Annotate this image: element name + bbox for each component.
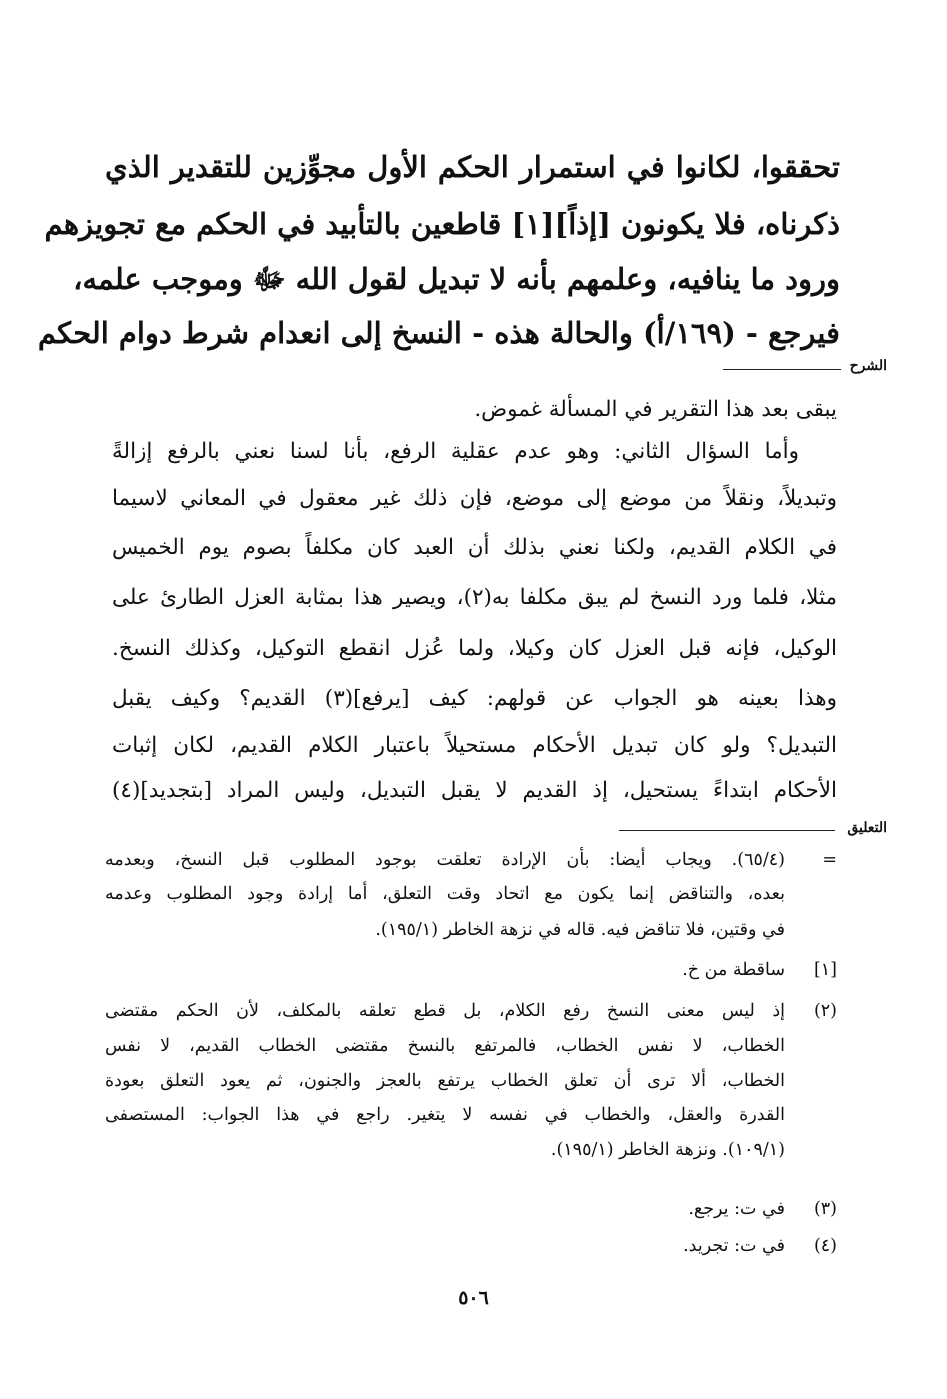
footnote-marker: (٢) bbox=[813, 1001, 837, 1021]
sharh-line: وأما السؤال الثاني: وهو عدم عقلية الرفع، بأنا لسنا نعني بالرفع إزالةً bbox=[112, 439, 799, 464]
footnote bbox=[102, 1236, 837, 1268]
sharh-line: التبديل؟ ولو كان تبديل الأحكام مستحيلاً باعتبار الكلام القديم، لكان إثبات bbox=[112, 733, 837, 758]
matn-line: ورود ما ينافيه، وعلمهم بأنه لا تبديل لقول الله ﷻ وموجب علمه، bbox=[73, 262, 840, 296]
footnote-line: في ت: تجريد. bbox=[683, 1236, 785, 1256]
sharh-separator bbox=[723, 369, 841, 370]
footnote-line: الخطاب، ألا ترى أن تعلق الخطاب يرتفع بالعجز والجنون، ثم يعود التعلق بعودة bbox=[105, 1071, 785, 1091]
sharh-line: وتبديلاً، ونقلاً من موضع إلى موضع، فإن ذلك غير معقول في المعاني لاسيما bbox=[112, 486, 837, 511]
footnote-marker: [١] bbox=[813, 960, 837, 980]
footnote-line: الخطاب، لا نفس الخطاب، فالمرتفع بالنسخ مقتضى الخطاب القديم، لا نفس bbox=[105, 1036, 785, 1056]
footnote-marker: (٣) bbox=[813, 1199, 837, 1219]
sharh-line: يبقى بعد هذا التقرير في المسألة غموض. bbox=[474, 397, 837, 422]
footnote-marker: (٤) bbox=[813, 1236, 837, 1256]
footnote bbox=[102, 960, 837, 992]
footnote bbox=[102, 850, 837, 950]
matn-line: ذكرناه، فلا يكونون [إذاً][١] قاطعين بالتأبيد في الحكم مع تجويزهم bbox=[44, 207, 840, 241]
footnote bbox=[102, 1199, 837, 1231]
sharh-label: الشرح bbox=[849, 358, 887, 374]
matn-line: فيرجع - (١٦٩/أ) والحالة هذه - النسخ إلى انعدام شرط دوام الحكم bbox=[37, 316, 840, 350]
footnote-line: في ت: يرجع. bbox=[688, 1199, 785, 1219]
sharh-line: الوكيل، فإنه قبل العزل كان وكيلا، ولما عُزل انقطع التوكيل، وكذلك النسخ. bbox=[112, 636, 837, 661]
footnote-line: في وقتين، فلا تناقض فيه. قاله في نزهة الخاطر (١٩٥/١). bbox=[375, 920, 785, 940]
matn-line: تحققوا، لكانوا في استمرار الحكم الأول مجوِّزين للتقدير الذي bbox=[105, 150, 840, 184]
footnote-line: (١٠٩/١). ونزهة الخاطر (١٩٥/١). bbox=[550, 1140, 785, 1160]
talik-label: التعليق bbox=[847, 820, 887, 836]
sharh-line: مثلا، فلما ورد النسخ لم يبق مكلفا به(٢)، ويصير هذا بمثابة العزل الطارئ على bbox=[112, 585, 837, 610]
footnote bbox=[102, 1001, 837, 1191]
footnote-line: (٦٥/٤). ويجاب أيضا: بأن الإرادة تعلقت بوجود المطلوب قبل النسخ، وبعدمه bbox=[105, 850, 785, 870]
sharh-line: الأحكام ابتداءً يستحيل، إذ القديم لا يقبل التبديل، وليس المراد [بتجديد](٤) bbox=[112, 778, 837, 803]
footnote-line: القدرة والعقل، والخطاب في نفسه لا يتغير. راجع في هذا الجواب: المستصفى bbox=[105, 1105, 785, 1125]
footnote-marker: = bbox=[822, 850, 837, 870]
page-number: ٥٠٦ bbox=[458, 1287, 489, 1309]
footnote-line: إذ ليس معنى النسخ رفع الكلام، بل قطع تعلقه بالمكلف، لأن الحكم مقتضى bbox=[105, 1001, 785, 1021]
footnote-line: ساقطة من خ. bbox=[682, 960, 785, 980]
sharh-line: وهذا بعينه هو الجواب عن قولهم: كيف [يرفع](٣) القديم؟ وكيف يقبل bbox=[112, 686, 837, 711]
talik-separator bbox=[619, 830, 835, 831]
footnote-line: بعده، والتناقض إنما يكون مع اتحاد وقت التعلق، أما إرادة وجود المطلوب وعدمه bbox=[105, 884, 785, 904]
sharh-line: في الكلام القديم، ولكنا نعني بذلك أن العبد كان مكلفاً بصوم يوم الخميس bbox=[112, 535, 837, 560]
